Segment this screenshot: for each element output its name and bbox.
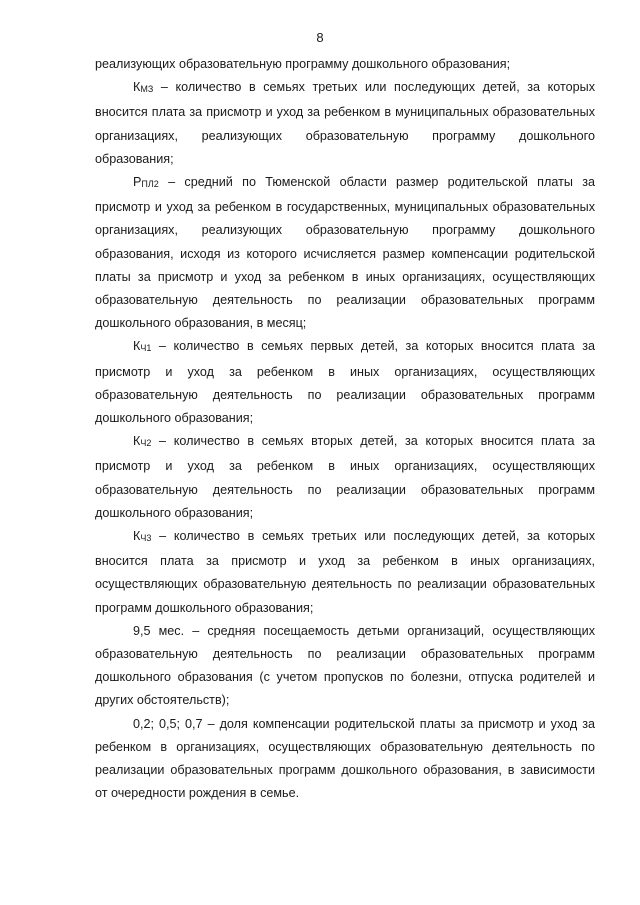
variable-subscript: МЗ [140, 84, 154, 95]
page-number: 8 [316, 30, 324, 45]
variable-symbol: К [133, 434, 141, 449]
variable-subscript: Ч3 [140, 533, 152, 544]
variable-symbol: К [133, 80, 141, 95]
variable-subscript: Ч2 [140, 438, 152, 449]
paragraph-text: – количество в семьях вторых детей, за которых вносится плата за присмотр и уход за ребенком в иных организациях, осуществляющих образовательную деятельность по реализации образовательных программ дошкольного образования; [95, 434, 595, 520]
variable-symbol: К [133, 339, 141, 354]
paragraph-kch1-definition [95, 335, 595, 430]
paragraph-kch2-definition [95, 430, 595, 525]
variable-subscript: Ч1 [140, 343, 152, 354]
document-body [95, 53, 595, 806]
paragraph-compensation-share-definition [95, 713, 595, 806]
paragraph-text: 0,2; 0,5; 0,7 – доля компенсации родительской платы за присмотр и уход за ребенком в организациях, осуществляющих образовательную деятельность по реализации образовательных программ дошкольного образования, в зависимости от очередности рождения в семье. [95, 716, 595, 801]
paragraph-text: – количество в семьях третьих или последующих детей, за которых вносится плата за присмотр и уход за ребенком в иных организациях, осуществляющих образовательную деятельность по реализации образовательных программ дошкольного образования; [95, 529, 595, 615]
paragraph-text: реализующих образовательную программу дошкольного образования; [95, 57, 511, 71]
paragraph-kmz-definition [95, 76, 595, 171]
paragraph-text: – количество в семьях первых детей, за которых вносится плата за присмотр и уход за ребенком в иных организациях, осуществляющих образовательную деятельность по реализации образовательных программ дошкольного образования; [95, 339, 595, 426]
paragraph-kch3-definition [95, 525, 595, 620]
paragraph-text: 9,5 мес. – средняя посещаемость детьми организаций, осуществляющих образовательную деятельность по реализации образовательных программ дошкольного образования (с учетом пропусков по болезни, отпуска родителей и других обстоятельств); [95, 623, 595, 708]
paragraph-text: – средний по Тюменской области размер родительской платы за присмотр и уход за ребенком в государственных, муниципальных образовательных организациях, реализующих образовательную программу дошкольного образования, исходя из которого исчисляется размер компенсации родительской платы за присмотр и уход за ребенком в иных организациях, осуществляющих образовательную деятельность по реализации образовательных программ дошкольного образования, в месяц; [95, 175, 595, 331]
variable-subscript: ПЛ2 [141, 179, 159, 190]
paragraph-continuation [95, 53, 595, 76]
paragraph-text: – количество в семьях третьих или последующих детей, за которых вносится плата за присмотр и уход за ребенком в муниципальных образовательных организациях, реализующих образовательную программу дошкольного образования; [95, 80, 595, 166]
paragraph-rpl2-definition [95, 171, 595, 335]
variable-symbol: Р [133, 175, 142, 190]
paragraph-attendance-definition [95, 620, 595, 713]
variable-symbol: К [133, 529, 141, 544]
